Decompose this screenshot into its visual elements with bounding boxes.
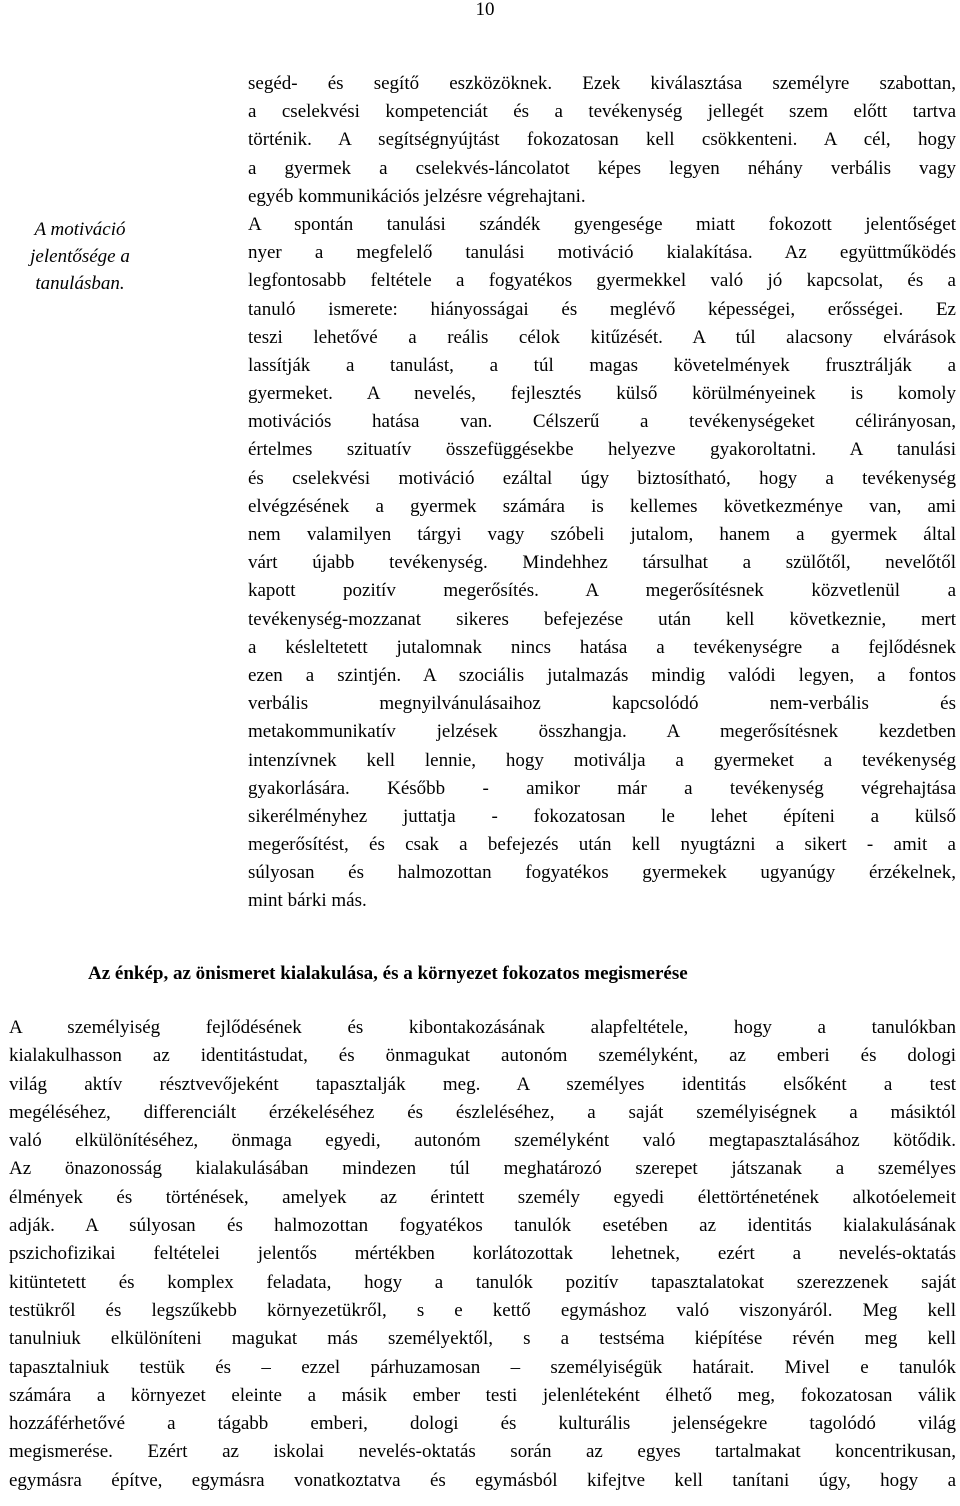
motivation-paragraph [248, 70, 956, 916]
text-line: nyer a megfelelő tanulási motiváció kialakítása. Az együttműködés [248, 242, 956, 264]
text-line: adják. A súlyosan és halmozottan fogyatékos tanulók esetében az identitás kialakulásának [9, 1215, 956, 1237]
text-line: világ aktív résztvevőjeként tapasztalják meg. A személyes identitás elsőként a test [9, 1073, 956, 1095]
text-line: megerősítést, és csak a befejezés után kell nyugtázni a sikert - amit a [248, 834, 956, 856]
margin-note-line: jelentősége a [30, 246, 130, 267]
text-line: lassítják a tanulást, a túl magas követelmények frusztrálják a [248, 354, 956, 376]
text-line: tanulniuk elkülöníteni magukat más személyektől, s a testséma kiépítése révén meg kell [9, 1328, 956, 1350]
text-line: kapott pozitív megerősítés. A megerősítésnek közvetlenül a [248, 580, 956, 602]
text-line: pszichofizikai feltételei jelentős mértékben korlátozottak lehetnek, ezért a nevelés-oktatás [9, 1243, 956, 1265]
page-number: 10 [475, 0, 495, 20]
text-line: ezen a szintjén. A szociális jutalmazás mindig valódi legyen, a fontos [248, 664, 956, 686]
text-line: a cselekvési kompetenciát és a tevékenység jellegét szem előtt tartva [248, 101, 956, 123]
text-line: tanuló ismerete: hiányosságai és meglévő képességei, erősségei. Ez [248, 298, 956, 320]
margin-note [0, 216, 160, 297]
text-line: megismerése. Ezért az iskolai nevelés-oktatás során az egyes tartalmakat koncentrikusan, [9, 1441, 956, 1463]
text-line: várt újabb tevékenység. Mindehhez társulhat a szülőtől, nevelőtől [248, 552, 956, 574]
text-line: való elkülönítéséhez, önmaga egyedi, autonóm személyként való megtapasztalásához kötődik. [9, 1130, 956, 1152]
text-line: egyéb kommunikációs jelzésre végrehajtani. [248, 185, 586, 207]
text-line: A spontán tanulási szándék gyengesége miatt fokozott jelentőséget [248, 213, 956, 235]
text-line: legfontosabb feltétele a fogyatékos gyermekkel való jó kapcsolat, és a [248, 270, 956, 292]
identity-paragraph [9, 1014, 956, 1495]
text-line: mint bárki más. [248, 890, 367, 912]
text-line: kialakulhasson az identitástudat, és önmagukat autonóm személyként, az emberi és dologi [9, 1045, 956, 1067]
text-line: sikerélményhez juttatja - fokozatosan le lehet építeni a külső [248, 805, 956, 827]
text-line: tevékenység-mozzanat sikeres befejezése után kell következnie, mert [248, 608, 956, 630]
text-line: súlyosan és halmozottan fogyatékos gyermekek ugyanúgy érzékelnek, [248, 862, 956, 884]
text-line: verbális megnyilvánulásaihoz kapcsolódó nem-verbális és [248, 693, 956, 715]
text-line: a késleltetett jutalomnak nincs hatása a tevékenységre a fejlődésnek [248, 636, 956, 658]
text-line: Az önazonosság kialakulásában mindezen túl meghatározó szerepet játszanak a személyes [9, 1158, 956, 1180]
text-line: A személyiség fejlődésének és kibontakozásának alapfeltétele, hogy a tanulókban [9, 1017, 956, 1038]
text-line: tapasztalniuk testük és – ezzel párhuzamosan – személyiségük határait. Mivel e tanulók [9, 1356, 956, 1378]
text-line: élmények és történések, amelyek az érintett személy egyedi élettörténetének alkotóelemeit [9, 1186, 956, 1208]
text-line: intenzívnek kell lennie, hogy motiválja a gyermeket a tevékenység [248, 749, 956, 771]
text-line: történik. A segítségnyújtást fokozatosan kell csökkenteni. A cél, hogy [248, 129, 956, 151]
text-line: metakommunikatív jelzések összhangja. A megerősítésnek kezdetben [248, 721, 956, 743]
text-line: elvégzésének a gyermek számára is kellemes következménye van, ami [248, 495, 956, 517]
text-line: a gyermek a cselekvés-láncolatot képes legyen néhány verbális vagy [248, 157, 956, 179]
text-line: segéd- és segítő eszközöknek. Ezek kiválasztása személyre szabottan, [248, 73, 956, 94]
text-line: értelmes szituatív összefüggésekbe helyezve gyakoroltatni. A tanulási [248, 439, 956, 461]
text-line: nem valamilyen tárgyi vagy szóbeli jutalom, hanem a gyermek által [248, 524, 956, 545]
margin-note-line: A motiváció [34, 219, 126, 240]
text-line: testükről és legszűkebb környezetükről, s e kettő egymáshoz való viszonyáról. Meg kell [9, 1299, 956, 1321]
text-line: számára a környezet eleinte a másik ember testi jelenléteként élhető meg, fokozatosan válik [9, 1384, 956, 1406]
margin-note-line: tanulásban. [35, 273, 125, 294]
text-line: gyermeket. A nevelés, fejlesztés külső körülményeinek is komoly [248, 383, 956, 405]
text-line: motivációs hatása van. Célszerű a tevékenységeket célirányosan, [248, 411, 956, 433]
text-line: egymásra építve, egymásra vonatkoztatva és egymásból kifejtve kell tanítani úgy, hogy a [9, 1469, 956, 1491]
text-line: megéléséhez, differenciált érzékeléséhez és észleléséhez, a saját személyiségnek a másiktól [9, 1101, 956, 1123]
text-line: hozzáférhetővé a tágabb emberi, dologi és kulturális jelenségekre tagolódó világ [9, 1413, 956, 1435]
text-line: teszi lehetővé a reális célok kitűzését. A túl alacsony elvárások [248, 326, 956, 348]
section-heading: Az énkép, az önismeret kialakulása, és a környezet fokozatos megismerése [88, 963, 688, 984]
text-line: gyakorlására. Később - amikor már a tevékenység végrehajtása [248, 777, 956, 799]
text-line: kitüntetett és komplex feladata, hogy a tanulók pozitív tapasztalatokat szerezzenek saját [9, 1271, 956, 1293]
text-line: és cselekvési motiváció ezáltal úgy biztosítható, hogy a tevékenység [248, 467, 956, 489]
